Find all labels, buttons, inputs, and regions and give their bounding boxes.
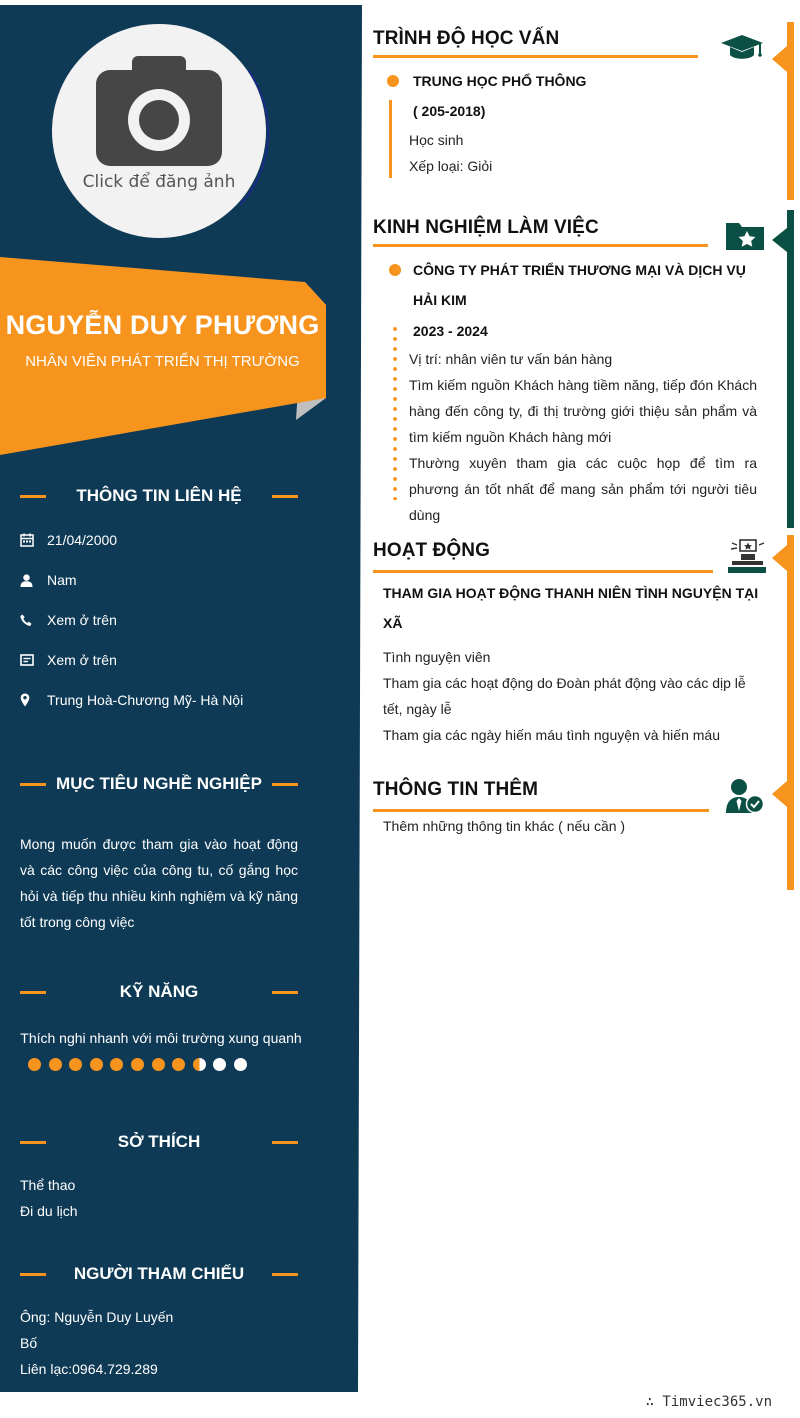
- experience-line: Thường xuyên tham gia các cuộc họp để tìm ra phương án tốt nhất để mang sản phẩm tới người tiêu dùng: [409, 455, 757, 523]
- objective-text: Mong muốn được tham gia vào hoạt động và các công việc của công tu, cố gắng học hỏi và tiếp thu nhiều kinh nghiệm và kỹ năng tốt trong công việc: [20, 836, 298, 930]
- candidate-name: NGUYỄN DUY PHƯƠNG: [5, 310, 320, 340]
- additional-heading: THÔNG TIN THÊM: [373, 779, 538, 800]
- experience-line: Vị trí: nhân viên tư vấn bán hàng: [409, 351, 613, 367]
- contact-heading: [20, 484, 298, 508]
- contact-email: [20, 650, 117, 670]
- skill-dot: [172, 1058, 185, 1071]
- experience-heading: KINH NGHIỆM LÀM VIỆC: [373, 217, 599, 238]
- education-timeline-line: [389, 100, 392, 178]
- job-title: NHÂN VIÊN PHÁT TRIỂN THỊ TRƯỜNG: [25, 353, 300, 370]
- avatar[interactable]: [52, 24, 266, 238]
- skill-level-dots: [28, 1058, 247, 1071]
- skill-dot: [131, 1058, 144, 1071]
- contact-birthday: [20, 530, 117, 550]
- hobbies-heading: [20, 1130, 298, 1154]
- reference-line: Ông: Nguyễn Duy Luyến: [20, 1309, 174, 1325]
- contact-address: [20, 690, 243, 710]
- skill-dot: [69, 1058, 82, 1071]
- skill-dot: [234, 1058, 247, 1071]
- experience-line: Tìm kiếm nguồn Khách hàng tiềm năng, tiếp đón Khách hàng đến công ty, đi thị trường giới thiệu sản phẩm và tìm kiếm nguồn Khách hàng mới: [409, 377, 757, 445]
- skill-dot: [110, 1058, 123, 1071]
- skill-name: Thích nghi nhanh với môi trường xung quanh: [20, 1030, 302, 1046]
- education-bullet: [387, 75, 399, 87]
- podium-icon: [728, 536, 766, 574]
- heading-bar-right: [272, 495, 298, 498]
- education-line: Xếp loại: Giỏi: [409, 158, 493, 174]
- watermark: ∴ Timviec365.vn: [645, 1394, 772, 1410]
- hobby-item: Đi du lịch: [20, 1203, 78, 1219]
- phone-icon: [20, 614, 32, 627]
- reference-line: Liên lạc:0964.729.289: [20, 1361, 158, 1377]
- user-icon: [20, 574, 33, 587]
- heading-bar-left: [20, 1273, 46, 1276]
- calendar-icon: [20, 533, 34, 547]
- activities-heading-line: [373, 570, 713, 573]
- heading-bar-right: [272, 991, 298, 994]
- education-period: ( 205-2018): [413, 103, 486, 119]
- skill-dot: [28, 1058, 41, 1071]
- skill-dot: [49, 1058, 62, 1071]
- references-list: [20, 1304, 298, 1382]
- folder-star-icon: [725, 219, 765, 251]
- heading-bar-right: [272, 1141, 298, 1144]
- email-value: Xem ở trên: [47, 652, 117, 668]
- contact-phone: [20, 610, 117, 630]
- objective-heading-text: MỤC TIÊU NGHỀ NGHIỆP: [56, 774, 262, 793]
- graduation-cap-icon: [720, 33, 764, 63]
- education-heading: TRÌNH ĐỘ HỌC VẤN: [373, 28, 560, 49]
- hobby-item: Thể thao: [20, 1177, 76, 1193]
- education-line: Học sinh: [409, 132, 464, 148]
- heading-bar-right: [272, 783, 298, 786]
- reference-line: Bố: [20, 1335, 38, 1351]
- address-value: Trung Hoà-Chương Mỹ- Hà Nội: [47, 692, 244, 708]
- skills-heading: [20, 980, 298, 1004]
- skills-heading-text: KỸ NĂNG: [119, 982, 199, 1001]
- email-icon: [20, 654, 34, 666]
- education-school: TRUNG HỌC PHỔ THÔNG: [413, 73, 587, 89]
- skill-dot: [90, 1058, 103, 1071]
- experience-timeline-dots: [393, 324, 397, 500]
- activity-title: THAM GIA HOẠT ĐỘNG THANH NIÊN TÌNH NGUYỆN TẠI XÃ: [383, 585, 759, 631]
- heading-bar-left: [20, 991, 46, 994]
- contact-gender: [20, 570, 77, 590]
- references-heading: [20, 1262, 298, 1286]
- heading-bar-left: [20, 495, 46, 498]
- experience-company: CÔNG TY PHÁT TRIỂN THƯƠNG MẠI VÀ DỊCH VỤ HẢI KIM: [413, 262, 746, 308]
- hobbies-heading-text: SỞ THÍCH: [117, 1132, 201, 1151]
- skill-dot: [193, 1058, 206, 1071]
- heading-bar-right: [272, 1273, 298, 1276]
- experience-heading-line: [373, 244, 708, 247]
- birthday-value: 21/04/2000: [47, 532, 118, 548]
- additional-heading-line: [373, 809, 709, 812]
- hobbies-list: [20, 1172, 298, 1224]
- experience-period: 2023 - 2024: [413, 323, 488, 339]
- activity-line: Tham gia các hoạt động do Đoàn phát động vào các dịp lễ tết, ngày lễ: [383, 675, 746, 717]
- activity-line: Tình nguyện viên: [383, 649, 491, 665]
- education-heading-line: [373, 55, 698, 58]
- additional-text: Thêm những thông tin khác ( nếu cần ): [383, 818, 626, 834]
- activities-heading: HOẠT ĐỘNG: [373, 540, 491, 561]
- contact-heading-text: THÔNG TIN LIÊN HỆ: [76, 486, 242, 505]
- gender-value: Nam: [47, 572, 77, 588]
- user-check-icon: [725, 778, 765, 814]
- activity-line: Tham gia các ngày hiến máu tình nguyện và hiến máu: [383, 727, 720, 743]
- activity-detail: [383, 644, 763, 748]
- experience-detail: [409, 346, 757, 528]
- avatar-upload-hint[interactable]: Click để đăng ảnh: [82, 172, 236, 192]
- education-detail: [409, 127, 492, 179]
- heading-bar-left: [20, 783, 46, 786]
- skill-dot: [213, 1058, 226, 1071]
- experience-bullet: [389, 264, 401, 276]
- skill-dot: [152, 1058, 165, 1071]
- location-pin-icon: [20, 693, 30, 707]
- references-heading-text: NGƯỜI THAM CHIẾU: [73, 1264, 245, 1283]
- camera-icon: [96, 56, 222, 166]
- heading-bar-left: [20, 1141, 46, 1144]
- objective-heading: [20, 772, 298, 796]
- phone-value: Xem ở trên: [47, 612, 117, 628]
